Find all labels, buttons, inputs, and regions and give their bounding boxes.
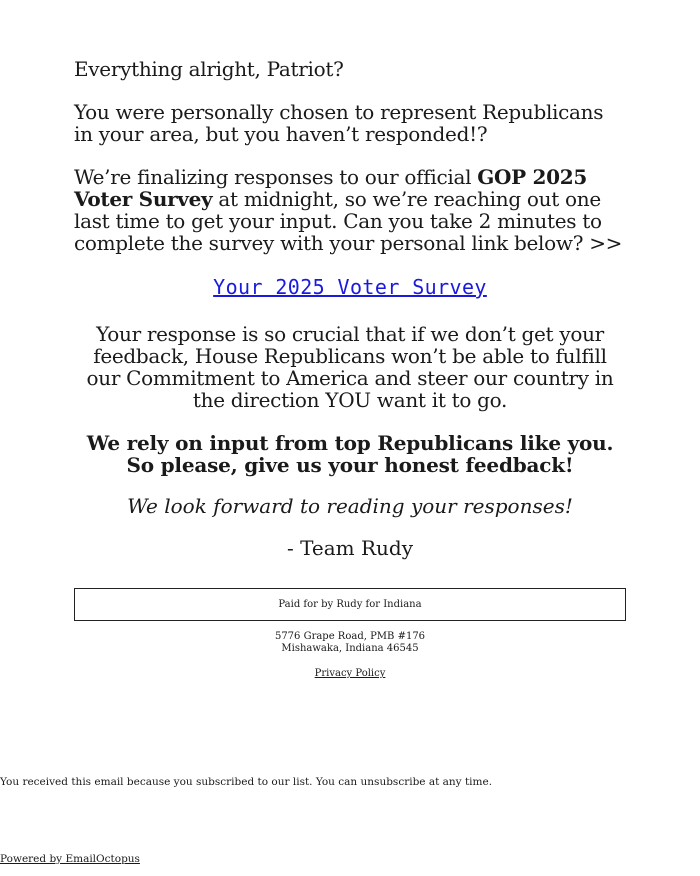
paid-for-text: Paid for by Rudy for Indiana bbox=[278, 599, 422, 610]
subscription-notice-text: You received this email because you subscribed to our list. You can unsubscribe at any time. bbox=[0, 776, 493, 788]
mailing-address bbox=[74, 631, 626, 655]
privacy-policy-link[interactable]: Privacy Policy bbox=[314, 668, 386, 679]
survey-paragraph-suffix: at midnight, so we’re reaching out one last time to get your input. Can you take 2 minutes to complete the survey with your personal link below? >> bbox=[74, 187, 623, 255]
powered-by bbox=[0, 853, 140, 865]
survey-paragraph bbox=[74, 166, 626, 254]
greeting: Everything alright, Patriot? bbox=[74, 57, 344, 81]
email-body bbox=[74, 58, 626, 559]
address-line-2: Mishawaka, Indiana 46545 bbox=[281, 643, 419, 654]
importance-paragraph: Your response is so crucial that if we don’t get your feedback, House Republicans won’t be able to fulfill our Commitment to America and steer our country in the direction YOU want it to go. bbox=[86, 322, 614, 412]
privacy-wrap bbox=[74, 668, 626, 679]
address-line-1: 5776 Grape Road, PMB #176 bbox=[274, 631, 426, 642]
powered-by-link[interactable]: Powered by EmailOctopus bbox=[0, 853, 140, 865]
signature: - Team Rudy bbox=[286, 536, 414, 560]
survey-paragraph-prefix: We’re finalizing responses to our official bbox=[74, 165, 478, 189]
intro-paragraph: You were personally chosen to represent Republicans in your area, but you haven’t responded!? bbox=[74, 100, 604, 146]
rely-paragraph: We rely on input from top Republicans like you. So please, give us your honest feedback! bbox=[86, 431, 614, 477]
survey-link[interactable]: Your 2025 Voter Survey bbox=[213, 275, 487, 299]
survey-name: GOP 2025 Voter Survey bbox=[74, 165, 588, 211]
subscription-notice bbox=[0, 776, 492, 788]
paid-for-disclaimer bbox=[74, 588, 626, 621]
closing-paragraph: We look forward to reading your responses! bbox=[127, 494, 573, 518]
survey-link-wrap bbox=[74, 275, 626, 299]
